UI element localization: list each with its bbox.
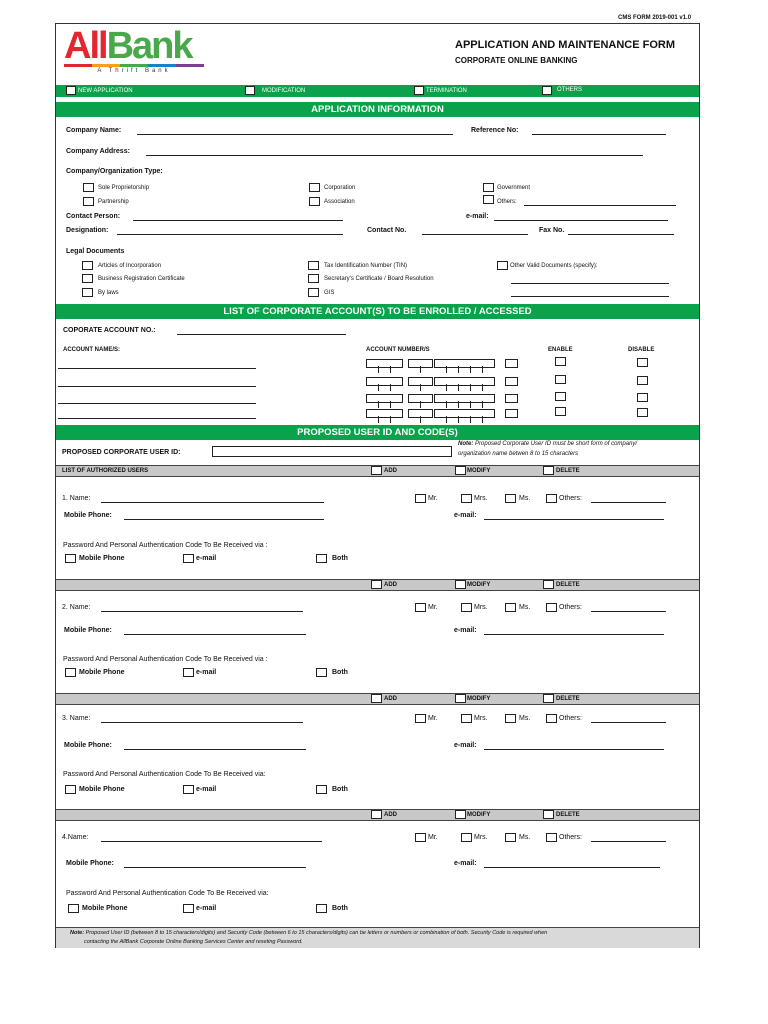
designation-label: Designation: [66,227,109,234]
government-checkbox[interactable] [483,183,494,192]
account-number-digits[interactable] [434,377,495,386]
secretary-cert-checkbox[interactable] [308,274,319,283]
logo-tagline: A Thrift Bank [97,68,171,74]
mr-checkbox[interactable] [415,833,426,842]
mobile-phone-field[interactable] [124,634,306,635]
account-number-digits[interactable] [434,359,495,368]
others-title-label: Others: [559,834,582,841]
company-name-field[interactable] [137,134,453,135]
proposed-user-id-label: PROPOSED CORPORATE USER ID: [62,449,181,456]
user-email-label: e-mail: [454,627,477,634]
email-channel-label: e-mail [196,905,217,912]
disable-checkbox[interactable] [637,393,648,402]
contact-no-field[interactable] [422,234,528,235]
sole-proprietorship-label: Sole Proprietorship [98,185,150,191]
modify-label: MODIFY [467,582,491,588]
add-checkbox[interactable] [371,580,382,589]
both-channel-checkbox[interactable] [316,668,327,677]
government-label: Government [497,185,531,191]
modify-checkbox[interactable] [455,694,466,703]
account-number-digits[interactable] [366,359,403,368]
association-label: Association [324,199,355,205]
contact-person-label: Contact Person: [66,213,121,220]
articles-checkbox[interactable] [82,261,93,270]
delete-label: DELETE [556,582,580,588]
account-number-digits[interactable] [366,377,403,386]
modify-checkbox[interactable] [455,580,466,589]
other-docs-label: Other Valid Documents (specify): [510,263,598,269]
logo-all: All [64,25,107,67]
user-email-field[interactable] [484,867,660,868]
user-id-note [458,440,637,449]
mobile-phone-channel-checkbox[interactable] [65,554,76,563]
new-application-label: NEW APPLICATION [78,88,133,94]
form-title: APPLICATION AND MAINTENANCE FORM [455,39,675,51]
sole-proprietorship-checkbox[interactable] [83,183,94,192]
org-type-label: Company/Organization Type: [66,168,163,175]
account-number-digits[interactable] [505,377,518,386]
enable-checkbox[interactable] [555,357,566,366]
delete-label: DELETE [556,812,580,818]
mr-label: Mr. [428,495,438,502]
both-channel-label: Both [332,555,348,562]
mr-label: Mr. [428,715,438,722]
footer-note-lead: Note: [70,930,85,936]
termination-checkbox[interactable] [414,86,424,95]
mobile-phone-channel-checkbox[interactable] [65,785,76,794]
modify-label: MODIFY [467,696,491,702]
email-channel-checkbox[interactable] [183,668,194,677]
user-name-label: 3. Name: [62,715,91,722]
email-field[interactable] [494,220,668,221]
mrs-label: Mrs. [474,495,488,502]
mobile-phone-channel-label: Mobile Phone [79,786,125,793]
modification-checkbox[interactable] [245,86,255,95]
mobile-phone-label: Mobile Phone: [66,860,114,867]
others-title-checkbox[interactable] [546,603,557,612]
mobile-phone-channel-checkbox[interactable] [68,904,79,913]
mobile-phone-label: Mobile Phone: [64,512,112,519]
disable-checkbox[interactable] [637,358,648,367]
password-delivery-label: Password And Personal Authentication Code To Be Received via : [63,542,268,549]
both-channel-label: Both [332,786,348,793]
add-label: ADD [384,696,397,702]
footer-note-line-1 [70,929,547,937]
enable-checkbox[interactable] [555,392,566,401]
enable-checkbox[interactable] [555,407,566,416]
mrs-checkbox[interactable] [461,603,472,612]
corporation-checkbox[interactable] [309,183,320,192]
list-authorized-users-label: LIST OF AUTHORIZED USERS [62,468,149,474]
others-title-label: Others: [559,604,582,611]
modify-label: MODIFY [467,812,491,818]
tin-label: Tax Identification Number (TIN) [324,263,408,269]
account-number-digits[interactable] [434,409,495,418]
delete-checkbox[interactable] [543,580,554,589]
secretary-cert-label: Secretary's Certificate / Board Resolution [324,276,434,282]
mrs-label: Mrs. [474,604,488,611]
both-channel-checkbox[interactable] [316,554,327,563]
others-title-checkbox[interactable] [546,494,557,503]
user-email-field[interactable] [484,749,664,750]
legal-docs-label: Legal Documents [66,248,125,255]
disable-header: DISABLE [628,347,655,353]
mr-checkbox[interactable] [415,603,426,612]
enable-header: ENABLE [548,347,573,353]
proposed-user-id-input[interactable] [212,446,452,457]
business-reg-checkbox[interactable] [82,274,93,283]
gis-checkbox[interactable] [308,288,319,297]
account-name-field[interactable] [58,403,256,404]
form-code: CMS FORM 2019-001 v1.0 [618,15,692,21]
delete-label: DELETE [556,696,580,702]
new-application-checkbox[interactable] [66,86,76,95]
both-channel-checkbox[interactable] [316,785,327,794]
user-email-label: e-mail: [454,860,477,867]
modify-checkbox[interactable] [455,810,466,819]
modify-checkbox[interactable] [455,466,466,475]
others-title-label: Others: [559,495,582,502]
account-number-digits[interactable] [505,359,518,368]
password-delivery-label: Password And Personal Authentication Code To Be Received via: [66,890,269,897]
add-checkbox[interactable] [371,466,382,475]
user-id-note-lead: Note: [458,441,474,447]
mr-label: Mr. [428,604,438,611]
disable-checkbox[interactable] [637,376,648,385]
user-name-field[interactable] [101,841,322,842]
allbank-logo [64,25,206,76]
others-title-field[interactable] [591,722,666,723]
account-number-digits[interactable] [408,377,433,386]
association-checkbox[interactable] [309,197,320,206]
mobile-phone-label: Mobile Phone: [64,742,112,749]
email-channel-label: e-mail [196,669,217,676]
reference-no-label: Reference No: [471,127,519,134]
partnership-checkbox[interactable] [83,197,94,206]
footer-note-line-2: contacting the AllBank Corporate Online Banking Services Center and reseting Password. [84,939,303,945]
user-name-label: 4.Name: [62,834,89,841]
accounts-heading: LIST OF CORPORATE ACCOUNT(S) TO BE ENROLLED / ACCESSED [56,304,699,319]
corporation-label: Corporation [324,185,356,191]
email-label: e-mail: [466,213,489,220]
tin-checkbox[interactable] [308,261,319,270]
contact-person-field[interactable] [133,220,343,221]
mrs-checkbox[interactable] [461,494,472,503]
mr-checkbox[interactable] [415,714,426,723]
corp-account-no-field[interactable] [177,334,346,335]
application-info-heading: APPLICATION INFORMATION [56,102,699,117]
partnership-label: Partnership [98,199,129,205]
company-address-label: Company Address: [66,148,130,155]
modify-label: MODIFY [467,468,491,474]
fax-no-field[interactable] [568,234,674,235]
designation-field[interactable] [117,234,343,235]
account-name-header: ACCOUNT NAME/S: [63,347,120,353]
account-number-digits[interactable] [434,394,495,403]
email-channel-checkbox[interactable] [183,785,194,794]
logo-bank: Bank [106,25,192,67]
modification-label: MODIFICATION [262,88,306,94]
account-name-field[interactable] [58,368,256,369]
request-type-bar [56,85,699,97]
mobile-phone-channel-label: Mobile Phone [79,555,125,562]
ms-checkbox[interactable] [505,603,516,612]
enable-checkbox[interactable] [555,375,566,384]
business-reg-label: Business Registration Certificate [98,276,185,282]
account-number-header: ACCOUNT NUMBER/S [366,347,430,353]
email-channel-checkbox[interactable] [183,554,194,563]
delete-checkbox[interactable] [543,694,554,703]
others-checkbox[interactable] [542,86,552,95]
others-title-field[interactable] [591,611,666,612]
others-title-field[interactable] [591,502,666,503]
user-email-label: e-mail: [454,742,477,749]
others-org-label: Others: [497,199,517,205]
user-id-note-text: Proposed Corporate User ID must be short form of company/ [475,441,638,447]
fax-no-label: Fax No. [539,227,565,234]
user-name-field[interactable] [101,502,324,503]
disable-checkbox[interactable] [637,408,648,417]
mrs-label: Mrs. [474,834,488,841]
others-title-field[interactable] [591,841,666,842]
account-number-digits[interactable] [366,409,403,418]
ms-label: Ms. [519,715,531,722]
mrs-checkbox[interactable] [461,833,472,842]
account-number-digits[interactable] [408,359,433,368]
ms-checkbox[interactable] [505,494,516,503]
delete-checkbox[interactable] [543,466,554,475]
email-channel-label: e-mail [196,555,217,562]
account-number-digits[interactable] [505,409,518,418]
account-number-digits[interactable] [366,394,403,403]
user-name-field[interactable] [101,611,303,612]
delete-label: DELETE [556,468,580,474]
user-id-heading: PROPOSED USER ID AND CODE(S) [56,425,699,440]
account-name-field[interactable] [58,418,256,419]
mrs-label: Mrs. [474,715,488,722]
mr-checkbox[interactable] [415,494,426,503]
add-checkbox[interactable] [371,810,382,819]
ms-checkbox[interactable] [505,833,516,842]
account-number-digits[interactable] [408,409,433,418]
both-channel-label: Both [332,669,348,676]
mrs-checkbox[interactable] [461,714,472,723]
others-label: OTHERS [557,87,583,93]
delete-checkbox[interactable] [543,810,554,819]
user-id-note-2: organization name betwen 8 to 15 characters [458,451,579,457]
logo-wordmark [64,25,206,67]
email-channel-checkbox[interactable] [183,904,194,913]
footer-note-text: Proposed User ID (between 8 to 15 characters/digits) and Security Code (between 6 to 15 characters/digits) can be letters or numbers or combination of both. Security Code is required when [85,930,548,936]
form-subtitle: CORPORATE ONLINE BANKING [455,56,578,65]
ms-label: Ms. [519,604,531,611]
ms-label: Ms. [519,495,531,502]
add-label: ADD [384,812,397,818]
by-laws-checkbox[interactable] [82,288,93,297]
mobile-phone-channel-checkbox[interactable] [65,668,76,677]
both-channel-label: Both [332,905,348,912]
mobile-phone-field[interactable] [124,867,306,868]
account-number-digits[interactable] [505,394,518,403]
mobile-phone-label: Mobile Phone: [64,627,112,634]
email-channel-label: e-mail [196,786,217,793]
corp-account-no-label: COPORATE ACCOUNT NO.: [63,327,156,334]
account-name-field[interactable] [58,386,256,387]
password-delivery-label: Password And Personal Authentication Code To Be Received via: [63,771,266,778]
company-address-field[interactable] [146,155,643,156]
add-label: ADD [384,582,397,588]
termination-label: TERMINATION [426,88,467,94]
mobile-phone-channel-label: Mobile Phone [79,669,125,676]
ms-label: Ms. [519,834,531,841]
password-delivery-label: Password And Personal Authentication Code To Be Received via : [63,656,268,663]
others-title-checkbox[interactable] [546,833,557,842]
mr-label: Mr. [428,834,438,841]
other-docs-line-1[interactable] [511,283,669,284]
user-email-field[interactable] [484,519,664,520]
other-docs-checkbox[interactable] [497,261,508,270]
company-name-label: Company Name: [66,127,122,134]
mobile-phone-channel-label: Mobile Phone [82,905,128,912]
by-laws-label: By laws [98,290,119,296]
others-title-checkbox[interactable] [546,714,557,723]
ms-checkbox[interactable] [505,714,516,723]
user-name-field[interactable] [101,722,303,723]
mobile-phone-field[interactable] [124,519,324,520]
both-channel-checkbox[interactable] [316,904,327,913]
mobile-phone-field[interactable] [124,749,306,750]
user-email-label: e-mail: [454,512,477,519]
contact-no-label: Contact No. [367,227,407,234]
user-email-field[interactable] [484,634,664,635]
others-org-checkbox[interactable] [483,195,494,204]
user-name-label: 2. Name: [62,604,91,611]
other-docs-line-2[interactable] [511,296,669,297]
user-name-label: 1. Name: [62,495,91,502]
others-title-label: Others: [559,715,582,722]
add-label: ADD [384,468,397,474]
account-number-digits[interactable] [408,394,433,403]
others-org-field[interactable] [524,205,676,206]
articles-label: Articles of Incorporation [98,263,162,269]
reference-no-field[interactable] [532,134,666,135]
gis-label: GIS [324,290,335,296]
add-checkbox[interactable] [371,694,382,703]
